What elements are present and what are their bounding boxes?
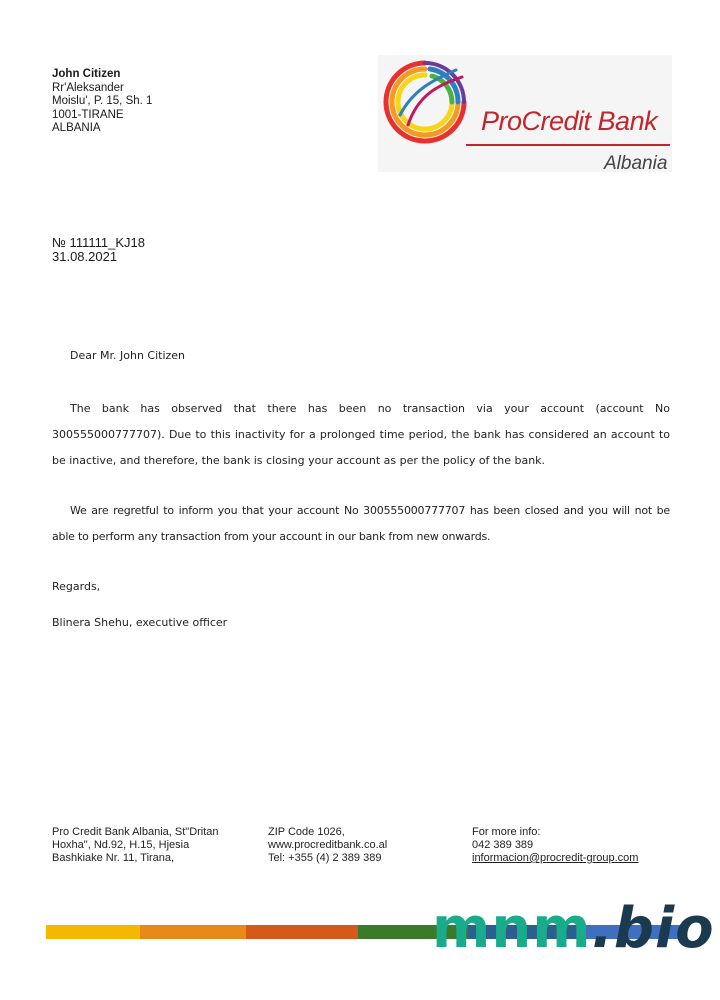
- salutation: Dear Mr. John Citizen: [70, 349, 186, 362]
- footer-info-phone: 042 389 389: [472, 839, 534, 851]
- footer-address-line: Pro Credit Bank Albania, St"Dritan: [52, 826, 219, 838]
- footer-zip: ZIP Code 1026,: [268, 826, 345, 838]
- paragraph-inactivity: The bank has observed that there has been no transaction via your account (account No 300555000777707). Due to this inactivity for a prolonged time period, the bank has considered an account to be inactive, and therefore, the bank is closing your account as per the policy of the bank.: [52, 402, 670, 467]
- color-bar-segment: [140, 925, 246, 939]
- footer-info-label: For more info:: [472, 826, 541, 838]
- reference-block: [52, 236, 145, 264]
- footer-website: www.procreditbank.co.al: [268, 839, 388, 851]
- logo-divider: [466, 144, 670, 146]
- footer-info: [472, 826, 672, 865]
- color-bar-segment: [246, 925, 358, 939]
- footer-info-email: informacion@procredit-group.com: [472, 852, 639, 864]
- footer-address: [52, 826, 252, 865]
- footer-address-line: Bashkiake Nr. 11, Tirana,: [52, 852, 175, 864]
- reference-date: 31.08.2021: [52, 249, 118, 264]
- watermark: [432, 896, 715, 961]
- signature: Blinera Shehu, executive officer: [52, 616, 228, 629]
- bank-logo-icon: [378, 55, 472, 149]
- recipient-line: Moislu', P. 15, Sh. 1: [52, 95, 153, 107]
- recipient-line: ALBANIA: [52, 122, 101, 134]
- bank-logo-name: ProCredit Bank: [481, 106, 658, 136]
- recipient-name: John Citizen: [52, 68, 121, 80]
- watermark-part-1: mnm: [432, 896, 592, 961]
- footer-phone: Tel: +355 (4) 2 389 389: [268, 852, 382, 864]
- color-bar-segment: [46, 925, 140, 939]
- recipient-line: Rr'Aleksander: [52, 81, 124, 94]
- closing: Regards,: [52, 580, 101, 593]
- footer-address-line: Hoxha", Nd.92, H.15, Hjesia: [52, 839, 190, 851]
- paragraph-closure: We are regretful to inform you that your account No 300555000777707 has been closed and you will not be able to perform any transaction from your account in our bank from new onwards.: [52, 504, 670, 543]
- recipient-line: 1001-TIRANE: [52, 108, 124, 121]
- footer-contact: [268, 826, 448, 865]
- bank-logo-subtitle: Albania: [604, 153, 668, 174]
- watermark-part-2: .bio: [591, 896, 715, 961]
- reference-number: № 111111_KJ18: [52, 235, 145, 250]
- recipient-address: [52, 68, 152, 136]
